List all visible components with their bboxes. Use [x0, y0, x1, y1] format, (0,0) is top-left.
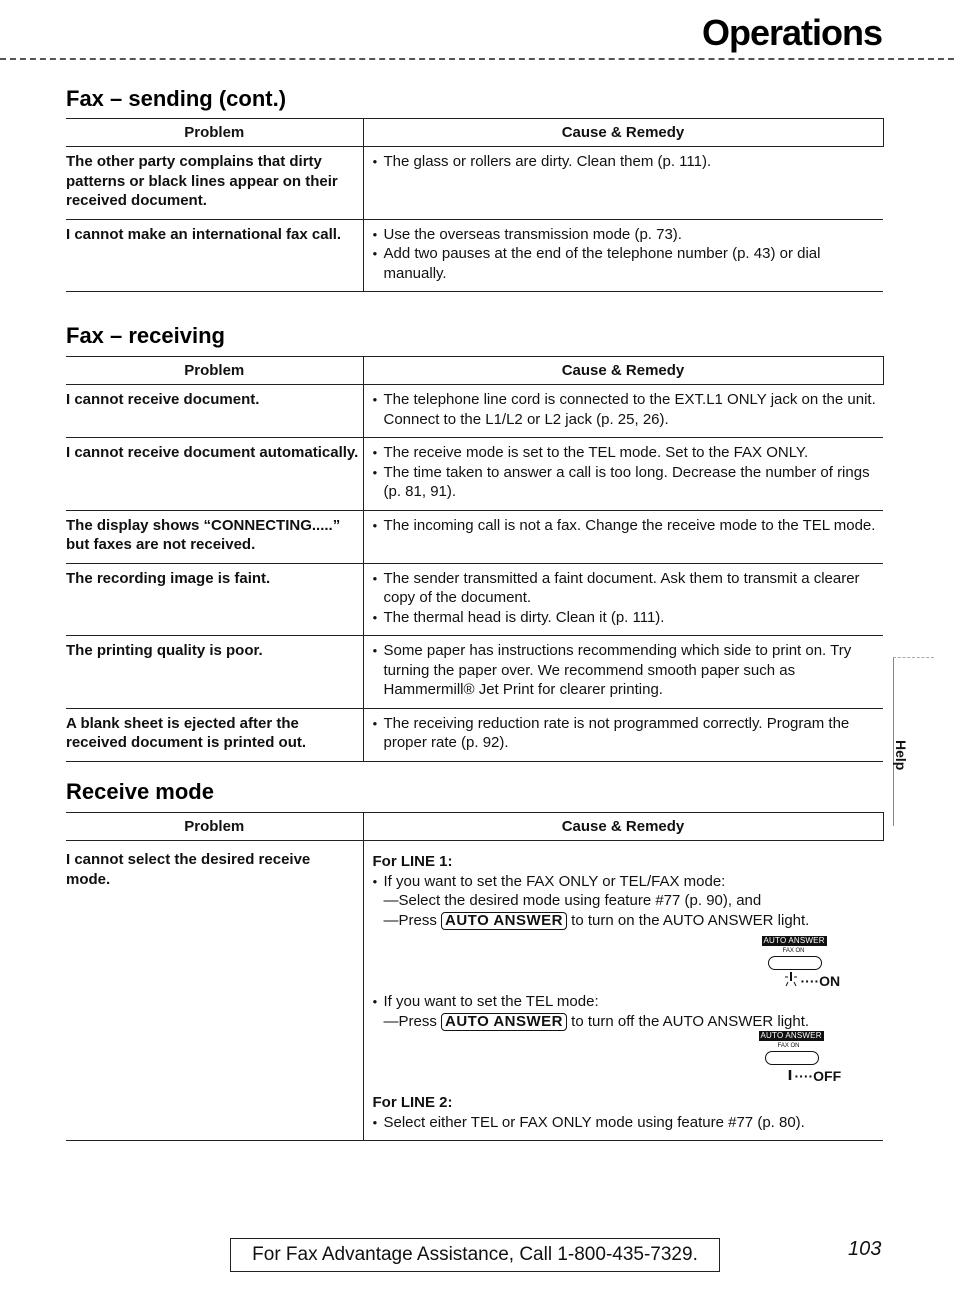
remedy-item: ● The receiving reduction rate is not programmed correctly. Program the proper rate (p. 92).: [373, 714, 880, 753]
remedy-item: ● The glass or rollers are dirty. Clean them (p. 111).: [373, 152, 880, 172]
remedy-cell: [363, 219, 883, 292]
remedy-cell: [363, 147, 883, 220]
problem-cell: The printing quality is poor.: [66, 636, 363, 709]
remedy-cell: [363, 510, 883, 563]
indicator-button-shape: [765, 1051, 819, 1065]
remedy-cell: [363, 385, 883, 438]
auto-answer-indicator-off: [373, 1031, 880, 1087]
remedy-item: ● If you want to set the FAX ONLY or TEL/FAX mode:: [373, 872, 880, 892]
column-header-problem: Problem: [66, 813, 363, 841]
page-number: 103: [848, 1238, 882, 1260]
indicator-sublabel: FAX ON: [782, 948, 805, 954]
remedy-step: [373, 911, 880, 931]
receiving-table: [66, 356, 884, 762]
remedy-step: —Select the desired mode using feature #77 (p. 90), and: [383, 892, 762, 909]
step-text: to turn off the AUTO ANSWER light.: [567, 1012, 810, 1030]
remedy-cell: [363, 563, 883, 636]
remedy-item: ● The receive mode is set to the TEL mode. Set to the FAX ONLY.: [373, 443, 880, 463]
indicator-off-label: ····OFF: [794, 1068, 842, 1084]
problem-cell: The display shows “CONNECTING.....” but faxes are not received.: [66, 510, 363, 563]
problem-cell: I cannot select the desired receive mode.: [66, 841, 363, 1141]
line2-heading: For LINE 2:: [372, 1094, 453, 1111]
indicator-sublabel: FAX ON: [777, 1043, 800, 1049]
step-text: to turn on the AUTO ANSWER light.: [567, 911, 810, 929]
step-text: —Press: [383, 911, 442, 929]
sending-table: [66, 118, 884, 292]
section-title-receive-mode: Receive mode: [66, 779, 214, 804]
column-header-problem: Problem: [66, 119, 363, 147]
auto-answer-indicator-on: [373, 930, 880, 992]
table-row: [66, 438, 883, 511]
page-header-title: Operations: [701, 12, 882, 53]
remedy-item: ● If you want to set the TEL mode:: [373, 992, 880, 1012]
remedy-item: ● The telephone line cord is connected to the EXT.L1 ONLY jack on the unit. Connect to the L1/L2 or L2 jack (p. 25, 26).: [373, 390, 880, 429]
footer-assistance-box: For Fax Advantage Assistance, Call 1-800-435-7329.: [230, 1238, 720, 1272]
problem-cell: The other party complains that dirty patterns or black lines appear on their received document.: [66, 147, 363, 220]
remedy-item: ● The time taken to answer a call is too long. Decrease the number of rings (p. 81, 91).: [373, 463, 880, 502]
receive-mode-table: [66, 812, 884, 1141]
table-row: [66, 510, 883, 563]
remedy-cell: [363, 636, 883, 709]
header-rule: [0, 58, 954, 60]
table-row: [66, 636, 883, 709]
problem-cell: A blank sheet is ejected after the received document is printed out.: [66, 708, 363, 761]
column-header-cause: Cause & Remedy: [363, 357, 883, 385]
problem-cell: I cannot make an international fax call.: [66, 219, 363, 292]
table-row: [66, 708, 883, 761]
remedy-item: ● Use the overseas transmission mode (p. 73).: [373, 225, 880, 245]
remedy-cell: [363, 438, 883, 511]
problem-cell: I cannot receive document automatically.: [66, 438, 363, 511]
table-row: [66, 563, 883, 636]
table-row: [66, 219, 883, 292]
indicator-label: AUTO ANSWER: [760, 1031, 822, 1040]
column-header-cause: Cause & Remedy: [363, 119, 883, 147]
column-header-problem: Problem: [66, 357, 363, 385]
remedy-step: [373, 1012, 880, 1032]
remedy-item: ● Select either TEL or FAX ONLY mode using feature #77 (p. 80).: [373, 1113, 880, 1133]
problem-cell: The recording image is faint.: [66, 563, 363, 636]
section-title-receiving: Fax – receiving: [66, 323, 225, 348]
auto-answer-key: AUTO ANSWER: [441, 912, 567, 930]
table-row: [66, 147, 883, 220]
column-header-cause: Cause & Remedy: [363, 813, 883, 841]
indicator-label: AUTO ANSWER: [763, 936, 825, 945]
light-on-icon: [783, 970, 799, 988]
light-off-icon: [787, 1069, 793, 1081]
section-title-sending: Fax – sending (cont.): [66, 86, 287, 111]
auto-answer-key: AUTO ANSWER: [441, 1013, 567, 1031]
line1-heading: For LINE 1:: [372, 853, 453, 870]
remedy-item: ● The thermal head is dirty. Clean it (p. 111).: [373, 608, 880, 628]
step-text: —Press: [383, 1012, 442, 1030]
table-row: [66, 385, 883, 438]
side-tab-label: Help: [893, 740, 909, 771]
table-row: [66, 841, 883, 1141]
remedy-item: ● The incoming call is not a fax. Change the receive mode to the TEL mode.: [373, 516, 880, 536]
remedy-cell: [363, 841, 883, 1141]
problem-cell: I cannot receive document.: [66, 385, 363, 438]
remedy-item: ● The sender transmitted a faint document. Ask them to transmit a clearer copy of the document.: [373, 569, 880, 608]
remedy-cell: [363, 708, 883, 761]
indicator-on-label: ····ON: [800, 973, 841, 989]
remedy-item: ● Add two pauses at the end of the telephone number (p. 43) or dial manually.: [373, 244, 880, 283]
indicator-button-shape: [768, 956, 822, 970]
remedy-item: ● Some paper has instructions recommending which side to print on. Try turning the paper over. We recommend smooth paper such as Hammermill® Jet Print for clearer printing.: [373, 641, 880, 700]
